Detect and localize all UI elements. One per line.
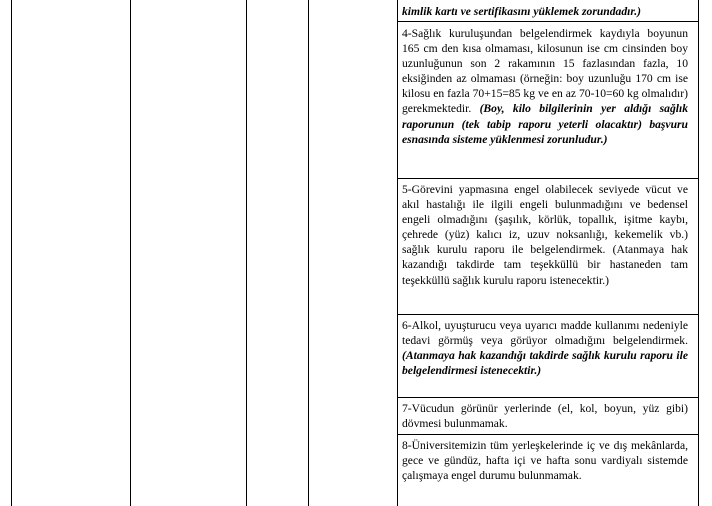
separator-after-4 bbox=[398, 178, 698, 179]
requirement-7 bbox=[402, 401, 688, 431]
column-border-6 bbox=[698, 0, 699, 506]
requirement-5-text: 5-Görevini yapmasına engel olabilecek seviyede vücut ve akıl hastalığı ile ilgili engeli bulunmadığını ve bedensel engeli olmadığını (şaşılık, körlük, topallık, işitme kaybı, çehrede (yüz) kalıcı iz, uzuv noksanlığı, kekemelik vb.) sağlık kurulu raporu ile belgelendirmek. (Atanmaya hak kazandığı takdirde tam teşekküllü bir hastaneden tam teşekküllü sağlık kurulu raporu istenecektir.) bbox=[402, 183, 688, 287]
requirement-6-note: (Atanmaya hak kazandığı takdirde sağlık kurulu raporu ile belgelendirmesi istenecektir.) bbox=[402, 349, 688, 378]
top-italic-note: kimlik kartı ve sertifikasını yüklemek zorundadır.) bbox=[402, 5, 641, 18]
requirement-4-text: 4-Sağlık kuruluşundan belgelendirmek kaydıyla boyunun 165 cm den kısa olmaması, kilosunun ise cm cinsinden boy uzunluğunun son 2 rakamının 15 fazlasından fazla, 10 eksiğinden az olmaması (örneğin: boy uzunluğu 170 cm ise kilosu en fazla 70+15=85 kg ve en az 70-10=60 kg olmalıdır) gerekmektedir. bbox=[402, 27, 688, 116]
separator-after-5 bbox=[398, 314, 698, 315]
column-border-5 bbox=[397, 0, 398, 506]
column-border-4 bbox=[308, 0, 309, 506]
requirement-7-text: 7-Vücudun görünür yerlerinde (el, kol, boyun, yüz gibi) dövmesi bulunmamak. bbox=[402, 402, 688, 431]
requirement-6 bbox=[402, 318, 688, 378]
requirement-6-text: 6-Alkol, uyuşturucu veya uyarıcı madde kullanımı nedeniyle tedavi görmüş veya görüyor olmadığını belgelendirmek. bbox=[402, 319, 688, 348]
separator-after-note bbox=[398, 21, 698, 22]
separator-after-6 bbox=[398, 397, 698, 398]
requirement-8-text: 8-Üniversitemizin tüm yerleşkelerinde iç ve dış mekânlarda, gece ve gündüz, hafta içi ve hafta sonu vardiyalı sistemde çalışmaya engel durumu bulunmamak. bbox=[402, 439, 688, 483]
column-border-2 bbox=[130, 0, 131, 506]
requirement-4 bbox=[402, 26, 688, 147]
requirements-cell bbox=[402, 0, 688, 506]
requirement-8 bbox=[402, 438, 688, 483]
column-border-1 bbox=[11, 0, 12, 506]
separator-after-7 bbox=[398, 434, 698, 435]
column-border-3 bbox=[246, 0, 247, 506]
requirement-4-note: (Boy, kilo bilgilerinin yer aldığı sağlık raporunun (tek tabip raporu yeterli olacaktır) başvuru esnasında sisteme yüklenmesi zorunludur.) bbox=[402, 102, 688, 146]
requirement-5 bbox=[402, 182, 688, 288]
